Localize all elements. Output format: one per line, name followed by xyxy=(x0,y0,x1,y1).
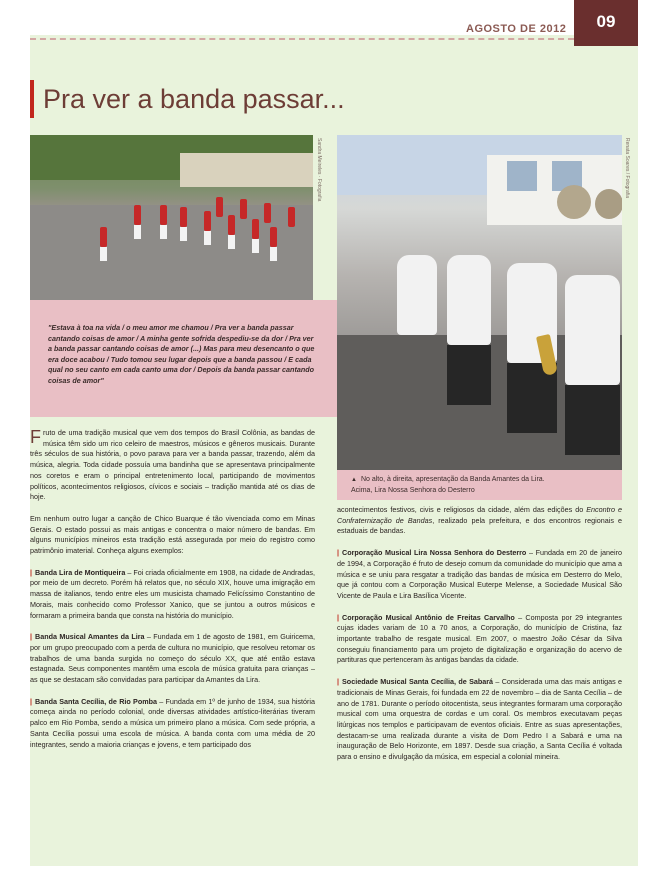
caption-arrow-icon: ▲ xyxy=(351,477,357,483)
paragraph-2: Em nenhum outro lugar a canção de Chico Buarque é tão vivenciada como em Minas Gerais. O estado possui as mais antigas e concentra o maior número de bandas. Em alguns municípios mineiros esta tradição está assegurada por meio do registro como patrimônio imaterial. Conheça alguns exemplos: xyxy=(30,513,315,556)
section-antonio-freitas-carvalho: | Corporação Musical Antônio de Freitas Carvalho – Composta por 29 integrantes cujas idades variam de 10 a 70 anos, a Corporação, do município de Cristina, faz importante trabalho de resgate musical. Em 2007, o maestro João César da Silva conseguiu financiamento para um projeto de digitalização e organização do acervo de partituras que pertenceram às antigas bandas da cidade. xyxy=(337,612,623,665)
section-bar-icon: | xyxy=(30,696,33,706)
drop-cap: F xyxy=(30,427,41,447)
right-column xyxy=(337,505,622,774)
section-bar-icon: | xyxy=(337,612,340,622)
caption-line-1: No alto, à direita, apresentação da Banda Amantes da Lira. xyxy=(360,476,545,483)
photo-credit-left: Sandra Meireles · Fotografia xyxy=(316,138,322,202)
page-number: 09 xyxy=(574,0,638,46)
intro-paragraph: Fruto de uma tradição musical que vem dos tempos do Brasil Colônia, as bandas de música têm sido um rico celeiro de maestros, músicos e gêneros musicais. Durante três séculos de sua história, o povo parava para ver a banda passar, trazendo, além da música, alegria. Toda cidade possuía uma bandinha que se apresentava principalmente nos coretos e eram o principal entretenimento local, participando de movimentos políticos, acontecimentos religiosos, cívicos e sociais – tradição mantida até os dias de hoje. xyxy=(30,427,315,502)
issue-date: AGOSTO DE 2012 xyxy=(466,23,567,35)
marching-band-photo xyxy=(30,135,313,300)
section-bar-icon: | xyxy=(30,567,33,577)
caption-line-2: Acima, Lira Nossa Senhora do Desterro xyxy=(351,486,475,494)
article-title: Pra ver a banda passar... xyxy=(43,84,345,114)
section-amantes-da-lira: | Banda Musical Amantes da Lira – Fundada em 1 de agosto de 1981, em Guiricema, por um grupo preocupado com a perda de cultura no município, que resolveu retomar os trabalhos de uma banda surgida no começo do século XX, que até então estava estagnada. Seus componentes mantêm uma escola de música gratuita para crianças – as que se destacam são convidadas para participar da Amantes da Lira. xyxy=(30,632,315,685)
section-bar-icon: | xyxy=(30,632,33,642)
section-bar-icon: | xyxy=(337,548,340,558)
section-lira-desterro: | Corporação Musical Lira Nossa Senhora do Desterro – Fundada em 20 de janeiro de 1994, a Corporação é fruto de desejo comum da comunidade do município que ama a música e se uniu para resgatar a tradição das bandas de música em Desterro do Melo, que já contou com a Corporação Musical Euterpe Melense, a Sociedade Musical São Vicente de Paula e Lira Basílica Vicente. xyxy=(337,548,622,600)
continuation-paragraph: acontecimentos festivos, civis e religiosos da cidade, além das edições do Encontro e Confraternização de Bandas, realizado pela prefeitura, e dos encontros regionais e estaduais de bandas. xyxy=(337,505,622,536)
seated-musicians-photo xyxy=(337,135,622,470)
header-divider xyxy=(30,38,574,40)
photo-credit-right: Renata Soares / Fotografia xyxy=(624,138,630,199)
song-quote: "Estava à toa na vida / o meu amor me chamou / Pra ver a banda passar cantando coisas de amor / A minha gente sofrida despediu-se da dor / Pra ver a banda passar cantando coisas de amor (...) Mas para meu desencanto o que era doce acabou / Tudo tomou seu lugar depois que a banda passou / E cada qual no seu canto em cada canto uma dor / Depois da banda passar cantando coisas de amor" xyxy=(48,323,315,385)
title-accent-bar xyxy=(30,80,34,118)
section-bar-icon: | xyxy=(337,677,340,687)
left-column xyxy=(30,428,315,761)
section-santa-cecilia-sabara: | Sociedade Musical Santa Cecília, de Sabará – Considerada uma das mais antigas e tradicionais de Minas Gerais, foi fundada em 22 de novembro – dia de Santa Cecília – de ano de 1781. Durante o período oitocentista, seus integrantes formaram uma corporação musical com uma orquestra de cordas e um coral. Os membros executavam peças litúrgicas nos templos e participavam de eventos oficiais. Entre as suas apresentações, destacam-se uma realizada durante a visita de Dom Pedro I a Sabará e uma na inauguração de Belo Horizonte, em 1897. Desde sua criação, a Santa Cecília é voltada para o ensino e divulgação da música, em especial a colonial mineira. xyxy=(337,677,623,762)
section-santa-cecilia-rio-pomba: | Banda Santa Cecília, de Rio Pomba – Fundada em 1º de junho de 1934, sua história começa ainda no período colonial, onde diversas atividades artístico-literárias tiveram palco em Rio Pomba, sendo a música um primeiro plano a música. Com sede própria, a Santa Cecília possui uma escola de música. A banda conta com uma média de 20 integrantes, sendo a maioria crianças e jovens, e tem participado dos xyxy=(30,696,315,749)
section-lira-montiqueira: | Banda Lira de Montiqueira – Foi criada oficialmente em 1908, na cidade de Andradas, por meio de um decreto. Porém há relatos que, no século XIX, houve uma imigração em massa de italianos, tendo entre eles um musicista chamado Felicíssimo Constantino de Morais, mais conhecido como Professor Xanico, que se juntou a outros músicos e formaram a primeira banda que consta na história do município. xyxy=(30,567,315,620)
photo-caption xyxy=(351,475,616,496)
